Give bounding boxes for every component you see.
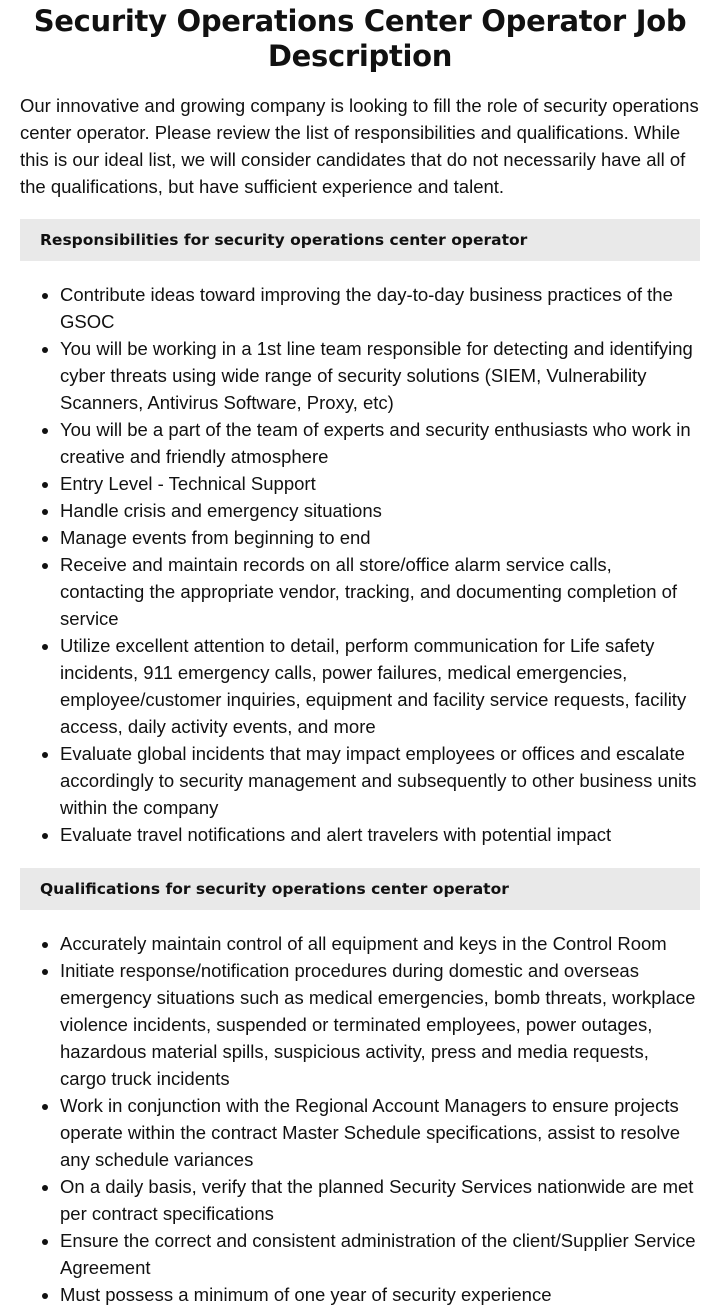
list-item: • Utilize excellent attention to detail, perform communication for Life safety incidents, 911 emergency calls, power failures, medical emergencies, employee/customer inquiries, equipment and facility service requests, facility access, daily activity events, and more (60, 632, 700, 740)
qualifications-heading: Qualifications for security operations center operator (20, 868, 700, 910)
page-title: Security Operations Center Operator Job Description (33, 4, 687, 73)
responsibilities-list (20, 281, 700, 848)
list-item: • Ensure the correct and consistent administration of the client/Supplier Service Agreement (60, 1227, 700, 1281)
list-item: • Entry Level - Technical Support (60, 470, 700, 497)
list-item: • Evaluate global incidents that may impact employees or offices and escalate accordingly to security management and subsequently to other business units within the company (60, 740, 700, 821)
list-item: • On a daily basis, verify that the planned Security Services nationwide are met per contract specifications (60, 1173, 700, 1227)
list-item: • Initiate response/notification procedures during domestic and overseas emergency situations such as medical emergencies, bomb threats, workplace violence incidents, suspended or terminated employees, power outages, hazardous material spills, suspicious activity, press and media requests, cargo truck incidents (60, 957, 700, 1092)
list-item: • You will be working in a 1st line team responsible for detecting and identifying cyber threats using wide range of security solutions (SIEM, Vulnerability Scanners, Antivirus Software, Proxy, etc) (60, 335, 700, 416)
job-description-page (0, 4, 720, 1308)
list-item: • Work in conjunction with the Regional Account Managers to ensure projects operate within the contract Master Schedule specifications, assist to resolve any schedule variances (60, 1092, 700, 1173)
list-item: • Handle crisis and emergency situations (60, 497, 700, 524)
intro-paragraph: Our innovative and growing company is looking to fill the role of security operations center operator. Please review the list of responsibilities and qualifications. While this is our ideal list, we will consider candidates that do not necessarily have all of the qualifications, but have sufficient experience and talent. (20, 95, 699, 197)
list-item: • Contribute ideas toward improving the day-to-day business practices of the GSOC (60, 281, 700, 335)
list-item: • Evaluate travel notifications and alert travelers with potential impact (60, 821, 700, 848)
list-item: • Must possess a minimum of one year of security experience (60, 1281, 700, 1308)
list-item: • Accurately maintain control of all equipment and keys in the Control Room (60, 930, 700, 957)
list-item: • Manage events from beginning to end (60, 524, 700, 551)
qualifications-list (20, 930, 700, 1308)
list-item: • You will be a part of the team of experts and security enthusiasts who work in creative and friendly atmosphere (60, 416, 700, 470)
list-item: • Receive and maintain records on all store/office alarm service calls, contacting the appropriate vendor, tracking, and documenting completion of service (60, 551, 700, 632)
responsibilities-heading: Responsibilities for security operations center operator (20, 219, 700, 261)
